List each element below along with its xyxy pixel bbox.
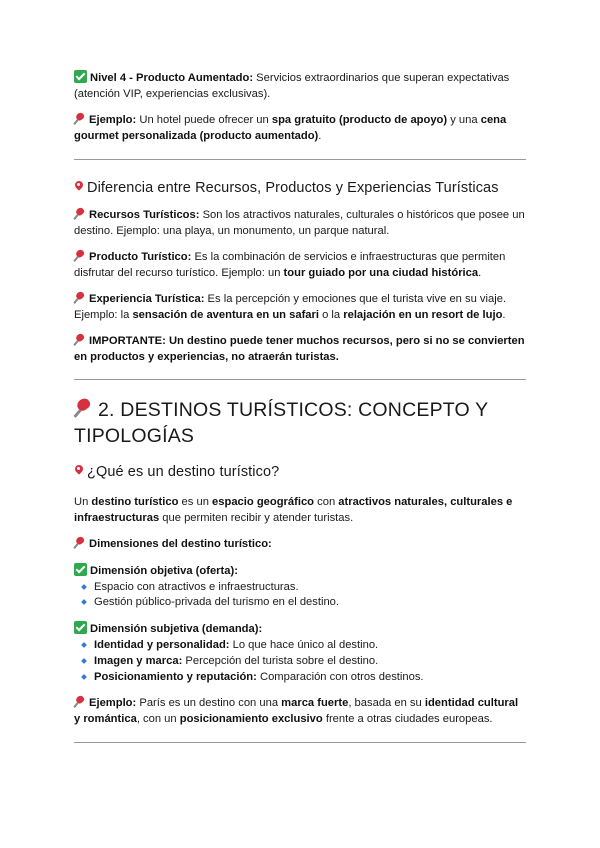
ejemplo2-text: París es un destino con una — [136, 696, 282, 709]
list-item-label: Posicionamiento y reputación: — [94, 671, 257, 684]
importante-text: IMPORTANTE: Un destino puede tener muchos recursos, pero si no se convierten en productos y experiencias, no atraerán turistas. — [74, 334, 525, 363]
list-item-text: Gestión público-privada del turismo en el destino. — [94, 596, 340, 609]
nivel4-text: Servicios extraordinarios que superan expectativas (atención VIP, experiencias exclusivas). — [74, 72, 510, 100]
divider — [74, 159, 526, 160]
ejemplo2-label: Ejemplo: — [89, 696, 137, 709]
divider — [74, 742, 526, 743]
pushpin-icon — [74, 334, 86, 346]
ejemplo2-bold: marca fuerte — [281, 696, 349, 709]
pushpin-icon — [74, 696, 86, 708]
dimensiones-title-text: Dimensiones del destino turístico: — [89, 537, 272, 550]
list-item-text: Lo que hace único al destino. — [229, 639, 379, 652]
round-pushpin-icon — [74, 181, 84, 194]
round-pushpin-icon — [74, 465, 84, 478]
diferencia-heading — [74, 178, 526, 199]
list-item — [74, 580, 526, 596]
intro-bold: destino turístico — [91, 495, 179, 508]
ejemplo2-bold: identidad cultural y romántica — [74, 696, 519, 725]
subjetiva-list — [74, 638, 526, 686]
intro-bold: espacio geográfico — [212, 495, 315, 508]
intro-text: que permiten recibir y atender turistas. — [159, 511, 354, 524]
experiencia-paragraph — [74, 292, 526, 324]
recursos-text: Son los atractivos naturales, culturales o históricos que posee un destino. Ejemplo: una playa, un monumento, un parque natural. — [74, 209, 525, 238]
ejemplo1-bold-spa: spa gratuito (producto de apoyo) — [271, 113, 448, 126]
intro-text: con — [314, 495, 339, 508]
pushpin-icon — [74, 113, 86, 125]
intro-bold: atractivos naturales, culturales e infraestructuras — [74, 495, 513, 524]
producto-label: Producto Turístico: — [89, 251, 192, 264]
ejemplo2-bold: posicionamiento exclusivo — [179, 712, 323, 725]
experiencia-bold-safari: sensación de aventura en un safari — [132, 308, 319, 321]
destino-subheading-text: ¿Qué es un destino turístico? — [87, 464, 280, 481]
pushpin-icon — [74, 292, 86, 304]
ejemplo1-text: y una — [447, 113, 481, 126]
nivel4-title: Nivel 4 - Producto Aumentado: — [90, 72, 254, 84]
ejemplo2-text: , con un — [136, 712, 180, 725]
producto-text: . — [478, 266, 482, 279]
divider — [74, 379, 526, 380]
list-item-label: Identidad y personalidad: — [94, 639, 230, 652]
objetiva-title — [74, 563, 526, 580]
check-icon — [74, 563, 87, 576]
ejemplo1-bold-cena: cena gourmet personalizada (producto aumentado) — [74, 113, 507, 142]
list-item-text: Comparación con otros destinos. — [256, 671, 424, 684]
list-item-text: Percepción del turista sobre el destino. — [182, 655, 379, 668]
intro-text: Un — [74, 495, 92, 508]
ejemplo2-paragraph — [74, 696, 526, 728]
list-item-label: Imagen y marca: — [94, 655, 183, 668]
recursos-label: Recursos Turísticos: — [89, 209, 200, 222]
blue-diamond-icon — [81, 674, 87, 680]
ejemplo1-paragraph — [74, 113, 514, 145]
destino-subheading — [74, 462, 526, 483]
list-item — [74, 654, 526, 670]
subjetiva-title-text: Dimensión subjetiva (demanda): — [90, 623, 263, 636]
objetiva-title-text: Dimensión objetiva (oferta): — [90, 564, 238, 577]
ejemplo1-label: Ejemplo: — [89, 113, 137, 126]
dimensiones-title — [74, 537, 526, 553]
experiencia-bold-resort: relajación en un resort de lujo — [343, 308, 503, 321]
ejemplo1-text: Un hotel puede ofrecer un — [136, 113, 272, 126]
intro-paragraph — [74, 495, 526, 527]
blue-diamond-icon — [81, 642, 87, 648]
ejemplo2-text: , basada en su — [348, 696, 425, 709]
list-item — [74, 638, 526, 654]
blue-diamond-icon — [81, 600, 87, 606]
section2-heading — [74, 398, 526, 450]
section2-heading-text: 2. DESTINOS TURÍSTICOS: CONCEPTO Y TIPOLOGÍAS — [74, 399, 489, 448]
pushpin-icon — [74, 250, 86, 262]
list-item — [74, 670, 526, 686]
nivel4-paragraph — [74, 70, 514, 103]
experiencia-text: o la — [318, 308, 344, 321]
pushpin-icon — [74, 537, 86, 549]
producto-paragraph — [74, 250, 526, 282]
check-icon — [74, 70, 87, 83]
ejemplo2-text: frente a otras ciudades europeas. — [322, 712, 493, 725]
blue-diamond-icon — [81, 584, 87, 590]
recursos-paragraph — [74, 208, 526, 240]
pushpin-icon — [74, 399, 93, 418]
producto-bold: tour guiado por una ciudad histórica — [283, 266, 479, 279]
diferencia-heading-text: Diferencia entre Recursos, Productos y Experiencias Turísticas — [87, 179, 499, 196]
experiencia-label: Experiencia Turística: — [89, 292, 205, 305]
intro-text: es un — [178, 495, 213, 508]
experiencia-text: . — [502, 308, 506, 321]
blue-diamond-icon — [81, 658, 87, 664]
ejemplo1-text: . — [318, 129, 322, 142]
list-item-text: Espacio con atractivos e infraestructuras. — [94, 580, 299, 593]
check-icon — [74, 621, 87, 634]
document-page — [74, 70, 526, 743]
subjetiva-title — [74, 621, 526, 638]
experiencia-text: Es la percepción y emociones que el turista vive en su viaje. Ejemplo: la — [74, 292, 507, 321]
producto-text: Es la combinación de servicios e infraestructuras que permiten disfrutar del recurso turístico. Ejemplo: un — [74, 251, 506, 279]
importante-paragraph — [74, 334, 526, 366]
objetiva-list — [74, 580, 526, 612]
list-item — [74, 595, 526, 611]
pushpin-icon — [74, 208, 86, 220]
